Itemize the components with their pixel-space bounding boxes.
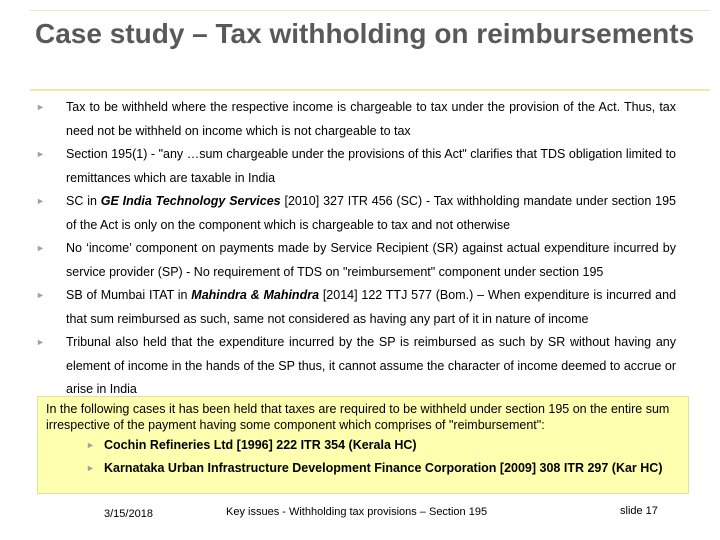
triangle-bullet-icon: ►	[36, 337, 45, 347]
bullet-item: ► No ‘income’ component on payments made by Service Recipient (SR) against actual expenditure incurred by service provider (SP) - No requirement of TDS on "reimbursement" component under section 195	[36, 237, 676, 284]
highlight-intro: In the following cases it has been held that taxes are required to be withheld under section 195 on the entire sum irrespective of the payment having some component which comprises of "reimbursement":	[46, 402, 670, 432]
triangle-bullet-icon: ►	[36, 102, 45, 112]
bullet-item: ► Tribunal also held that the expenditure incurred by the SP is reimbursed as such by SR without having any element of income in the hands of the SP thus, it cannot assume the character of income deemed to accrue or arise in India	[36, 331, 676, 402]
triangle-bullet-icon: ►	[36, 149, 45, 159]
case-name: Mahindra & Mahindra	[191, 288, 320, 302]
bullet-item: ► Tax to be withheld where the respective income is chargeable to tax under the provision of the Act. Thus, tax need not be withheld on income which is not chargeable to tax	[36, 96, 676, 143]
bullet-item: ► SB of Mumbai ITAT in Mahindra & Mahindra [2014] 122 TTJ 577 (Bom.) – When expenditure is incurred and that sum reimbursed as such, same not considered as having any part of it in nature of income	[36, 284, 676, 331]
case-item: ► Cochin Refineries Ltd [1996] 222 ITR 354 (Kerala HC)	[86, 438, 417, 452]
triangle-bullet-icon: ►	[86, 463, 95, 473]
footer-date: 3/15/2018	[104, 508, 153, 520]
highlight-box	[37, 396, 689, 494]
triangle-bullet-icon: ►	[36, 196, 45, 206]
case-name: GE India Technology Services	[100, 194, 281, 208]
case-item: ► Karnataka Urban Infrastructure Development Finance Corporation [2009] 308 ITR 297 (Kar HC)	[86, 461, 663, 475]
case-list	[86, 437, 680, 483]
footer-title: Key issues - Withholding tax provisions – Section 195	[226, 506, 488, 518]
bullet-item: ► Section 195(1) - "any …sum chargeable under the provisions of this Act" clarifies that TDS obligation limited to remittances which are taxable in India	[36, 143, 676, 190]
bullet-list	[36, 96, 676, 402]
triangle-bullet-icon: ►	[36, 243, 45, 253]
triangle-bullet-icon: ►	[36, 290, 45, 300]
slide-number: slide 17	[620, 505, 658, 517]
bullet-item: ► SC in GE India Technology Services [2010] 327 ITR 456 (SC) - Tax withholding mandate under section 195 of the Act is only on the component which is chargeable to tax and not otherwise	[36, 190, 676, 237]
triangle-bullet-icon: ►	[86, 440, 95, 450]
slide-title: Case study – Tax withholding on reimbursements	[35, 18, 695, 49]
title-area	[30, 10, 710, 91]
